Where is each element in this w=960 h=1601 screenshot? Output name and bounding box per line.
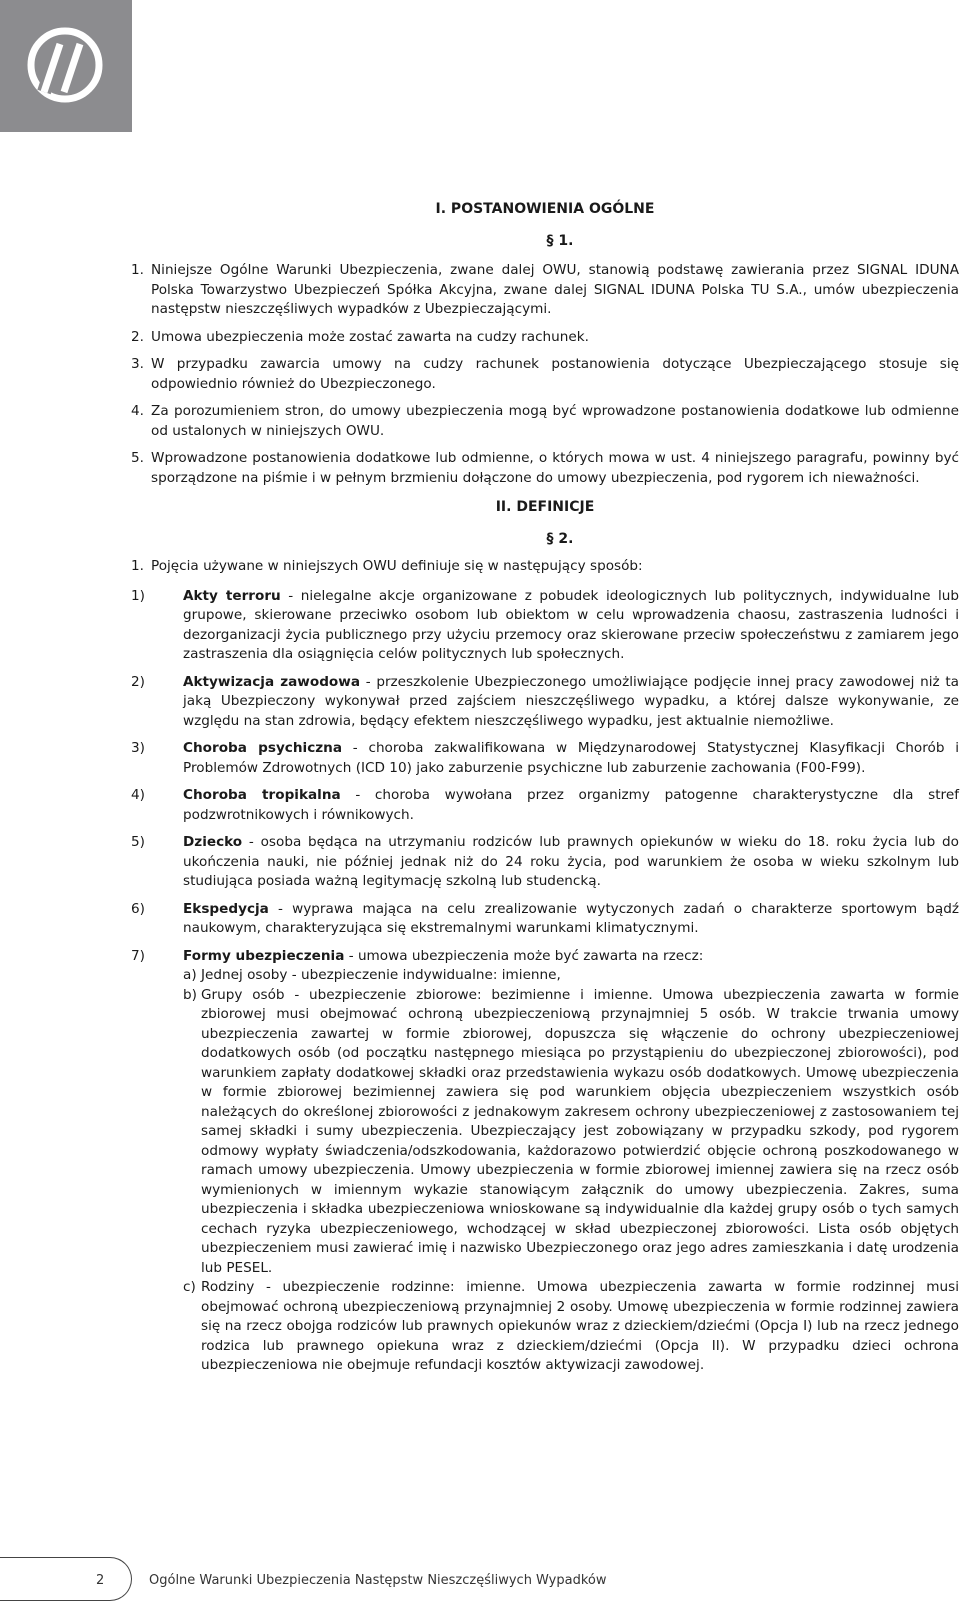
item-text: Wprowadzone postanowienia dodatkowe lub odmienne, o których mowa w ust. 4 niniejszego paragrafu, powinny być sporządzone na piśmie i w pełnym brzmieniu dołączone do umowy ubezpieczenia, pod rygorem ich nieważności. (151, 450, 959, 486)
definition-item (131, 587, 959, 665)
definition-term: Choroba tropikalna (183, 787, 341, 803)
definition-item (131, 833, 959, 892)
definition-text: - umowa ubezpieczenia może być zawarta na rzecz: (344, 947, 704, 964)
item-number: 1. (131, 558, 144, 574)
item-number: 5. (131, 450, 144, 466)
brand-logo-icon (0, 0, 132, 132)
definition-term: Ekspedycja (183, 900, 269, 917)
definition-item (131, 739, 959, 778)
definition-number: 5) (131, 834, 145, 850)
definition-item (131, 900, 959, 939)
form-letter: c) (183, 1279, 196, 1295)
definition-number: 4) (131, 787, 145, 803)
definition-number: 7) (131, 947, 145, 964)
item-number: 1. (131, 262, 144, 278)
item-number: 4. (131, 403, 144, 419)
item-number: 3. (131, 356, 144, 372)
item-text: Za porozumieniem stron, do umowy ubezpieczenia mogą być wprowadzone postanowienia dodatkowe lub odmienne od ustalonych w niniejszych OWU. (151, 403, 959, 439)
definition-term: Aktywizacja zawodowa (183, 673, 361, 690)
definition-term: Choroba psychiczna (183, 740, 343, 756)
definition-number: 1) (131, 587, 145, 604)
definition-term: Dziecko (183, 834, 243, 850)
form-letter: a) (183, 967, 197, 983)
form-item (183, 1278, 959, 1376)
form-item (183, 986, 959, 1279)
definition-term: Akty terroru (183, 587, 281, 604)
form-item (183, 966, 959, 986)
section-1-title: I. POSTANOWIENIA OGÓLNE (435, 201, 655, 217)
definition-text: - przeszkolenie Ubezpieczonego umożliwiające podjęcie innej pracy zawodowej niż ta jaką Ubezpieczony wykonywał przed zajściem nieszczęśliwego wypadku, a której dalsze wykonywanie, ze względu na stan zdrowia, będący efektem nieszczęśliwego wypadku, jest aktualnie niemożliwe. (183, 673, 959, 729)
definition-number: 2) (131, 673, 145, 690)
definitions-list (131, 587, 959, 1376)
item-number: 2. (131, 328, 144, 345)
definitions-intro (131, 557, 959, 577)
definition-item (131, 947, 959, 1376)
section-1-item (131, 355, 959, 394)
document-body (131, 200, 959, 1384)
section-2-title: II. DEFINICJE (495, 499, 595, 515)
section-1-item (131, 328, 959, 348)
definition-item (131, 786, 959, 825)
form-letter: b) (183, 986, 197, 1003)
brand-logo (0, 0, 132, 132)
paragraph-2-heading: § 2. (546, 530, 574, 547)
definition-text: - choroba wywołana przez organizmy patogenne charakterystyczne dla stref podzwrotnikowych i równikowych. (183, 787, 959, 823)
definition-text: - wyprawa mająca na celu zrealizowanie wytyczonych zadań o charakterze sportowym bądź naukowym, charakteryzująca się ekstremalnymi warunkami klimatycznymi. (183, 900, 959, 936)
form-text: Jednej osoby - ubezpieczenie indywidualne: imienne, (201, 967, 561, 983)
form-text: Grupy osób - ubezpieczenie zbiorowe: bezimienne i imienne. Umowa ubezpieczenia zawarta w formie zbiorowej musi obejmować ochroną ubezpieczeniową przynajmniej 5 osób. W trakcie trwania umowy ubezpieczenia zawartej w formie zbiorowej, dopuszcza się włączenie do ochrony ubezpieczeniowej dodatkowych osób (od początku następnego miesiąca po przystąpieniu do ubezpieczonej zbiorowości), pod warunkiem zapłaty dodatkowej składki oraz przedstawienia wykazu osób dodatkowych. Umowę ubezpieczenia w formie zbiorowej bezimiennej zawiera się pod warunkiem objęcia ubezpieczeniem wszystkich osób należących do określonej zbiorowości z jednakowym zakresem ochrony ubezpieczeniowej z zastosowaniem tej samej składki i sumy ubezpieczenia. Ubezpieczający jest zobowiązany w przypadku szkody, pod rygorem odmowy wypłaty świadczenia/odszkodowania, każdorazowo potwierdzić objęcie ochroną poszkodowanego w ramach umowy ubezpieczenia. Umowy ubezpieczenia w formie zbiorowej imiennej zawiera się na rzecz osób wymienionych w imiennym wykazie stanowiącym załącznik do umowy ubezpieczenia. Zakres, suma ubezpieczenia i składka ubezpieczeniowa wnioskowane są indywidualnie dla każdej grupy osób o tych samych cechach ryzyka ubezpieczeniowego, wchodzącej w skład ubezpieczonej zbiorowości. Lista osób objętych ubezpieczeniem musi zawierać imię i nazwisko Ubezpieczonego oraz jego adres zamieszkania i datę urodzenia lub PESEL. (201, 986, 959, 1276)
item-text: Niniejsze Ogólne Warunki Ubezpieczenia, zwane dalej OWU, stanowią podstawę zawierania przez SIGNAL IDUNA Polska Towarzystwo Ubezpieczeń Spółka Akcyjna, zwane dalej SIGNAL IDUNA Polska TU S.A., umów ubezpieczenia następstw nieszczęśliwych wypadków z Ubezpieczającymi. (151, 262, 959, 317)
item-text: Pojęcia używane w niniejszych OWU definiuje się w następujący sposób: (151, 558, 643, 574)
footer-page-tab (0, 1557, 132, 1601)
definition-text: - choroba zakwalifikowana w Międzynarodowej Statystycznej Klasyfikacji Chorób i Problemów Zdrowotnych (ICD 10) jako zaburzenie psychiczne lub zaburzenie zachowania (F00-F99). (183, 740, 959, 776)
footer-title: Ogólne Warunki Ubezpieczenia Następstw Nieszczęśliwych Wypadków (149, 1573, 607, 1588)
definition-text: - osoba będąca na utrzymaniu rodziców lub prawnych opiekunów w wieku do 18. roku życia lub do ukończenia nauki, nie później jednak niż do 24 roku życia, pod warunkiem że osoba w wieku szkolnym lub studiująca posiada ważną legitymację szkolną lub studencką. (183, 834, 959, 889)
page-number: 2 (96, 1573, 105, 1588)
definition-number: 6) (131, 900, 145, 917)
section-1-item (131, 261, 959, 320)
paragraph-1-heading: § 1. (546, 232, 574, 249)
section-1-item (131, 402, 959, 441)
definition-number: 3) (131, 740, 145, 756)
item-text: Umowa ubezpieczenia może zostać zawarta na cudzy rachunek. (151, 328, 589, 345)
form-text: Rodziny - ubezpieczenie rodzinne: imienne. Umowa ubezpieczenia zawarta w formie rodzinnej musi obejmować ochroną ubezpieczeniową przynajmniej 2 osoby. Umowę ubezpieczenia w formie rodzinnej zawiera się na rzecz obojga rodziców lub prawnych opiekunów wraz z dzieckiem/dziećmi (Opcja I) lub na rzecz jednego rodzica lub prawnego opiekuna wraz z dzieckiem/dziećmi (Opcja II). W przypadku dzieci ochrona ubezpieczeniowa nie obejmuje refundacji kosztów aktywizacji zawodowej. (201, 1279, 959, 1373)
definition-item (131, 673, 959, 732)
item-text: W przypadku zawarcia umowy na cudzy rachunek postanowienia dotyczące Ubezpieczającego stosuje się odpowiednio również do Ubezpieczonego. (151, 356, 959, 392)
section-1-item (131, 449, 959, 488)
definition-term: Formy ubezpieczenia (183, 947, 345, 964)
definition-text: - nielegalne akcje organizowane z pobudek ideologicznych lub politycznych, indywidualne lub grupowe, skierowane przeciwko osobom lub obiektom w celu wprowadzenia chaosu, zastraszenia ludności i dezorganizacji życia publicznego przy użyciu przemocy oraz skierowane przeciw społeczeństwu z zamiarem jego zastraszenia dla osiągnięcia celów politycznych lub społecznych. (183, 587, 959, 662)
